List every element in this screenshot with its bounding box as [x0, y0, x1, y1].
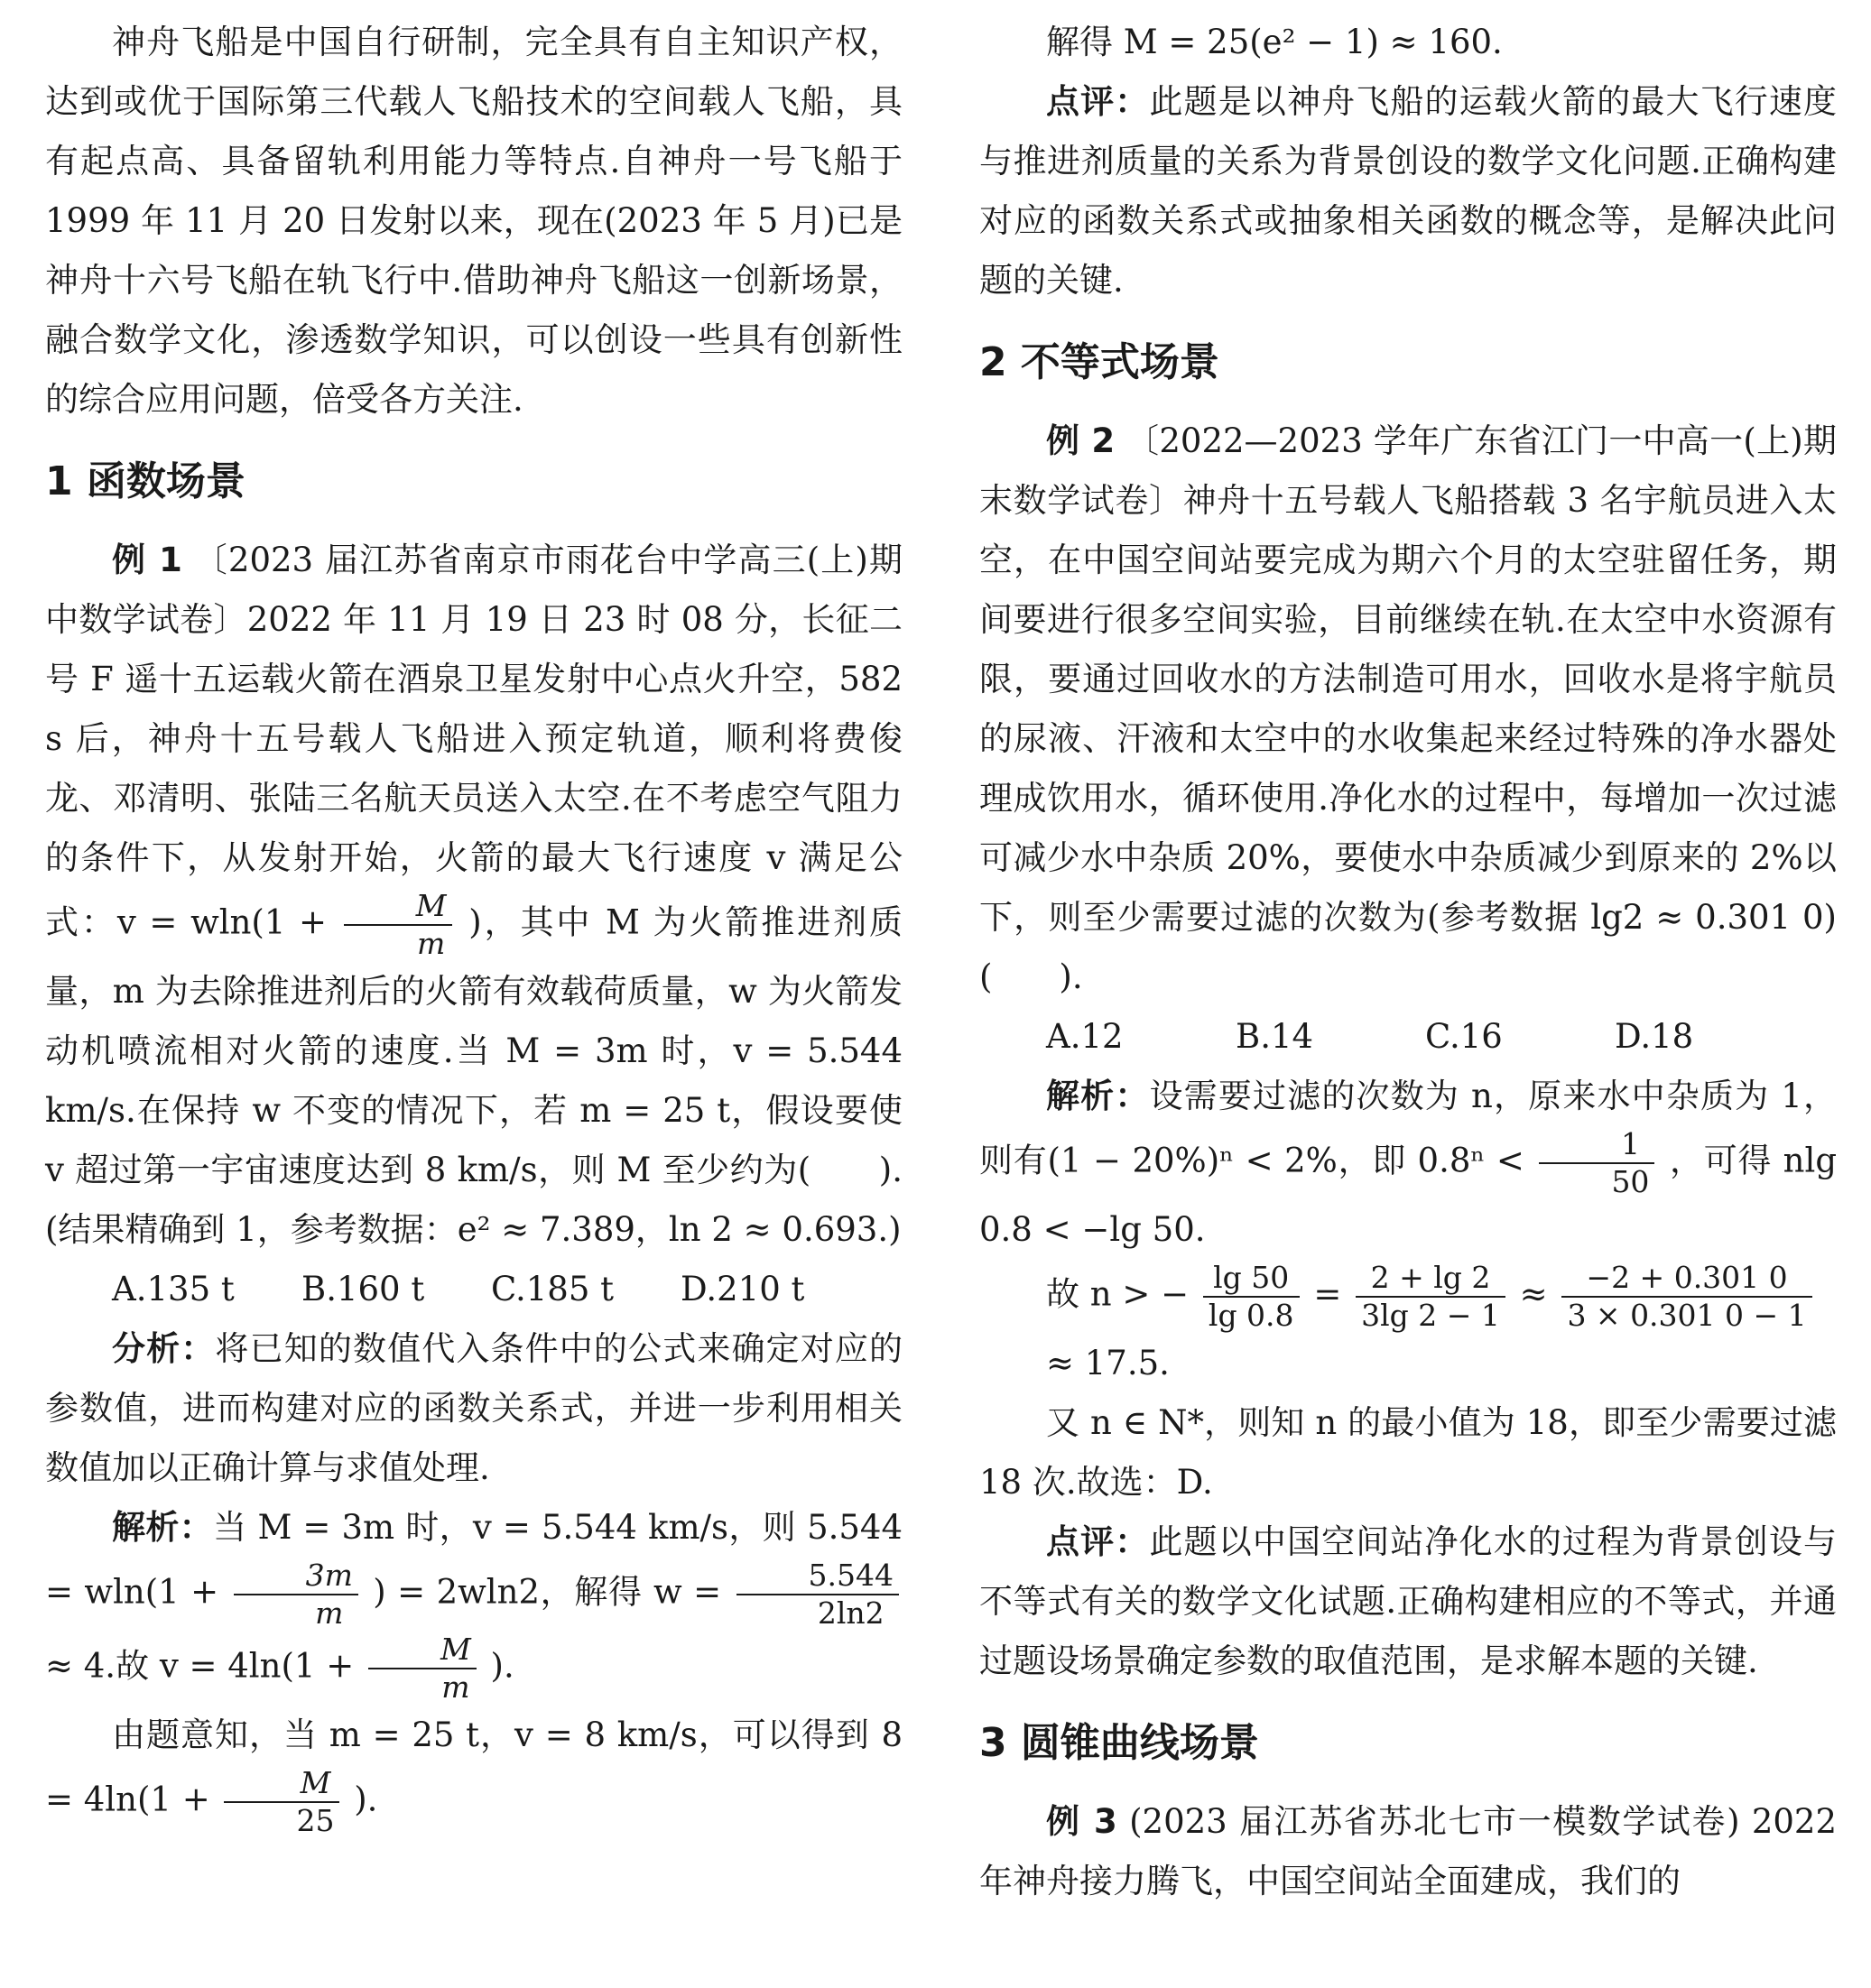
section-heading-conic: 3 圆锥曲线场景 [979, 1720, 1259, 1766]
example-1-label: 例 1 [112, 541, 182, 579]
fraction-numerator: M [368, 1632, 477, 1669]
fraction-denominator: m [441, 1669, 470, 1705]
fraction-numeric-form [1561, 1260, 1811, 1334]
fraction-3m-over-m [234, 1558, 358, 1632]
fraction-numerator: 5.544 [736, 1558, 899, 1595]
solution-2-eq-result: ≈ 17.5. [1046, 1344, 1170, 1382]
solution-1-text-b: ) = 2wln2，解得 w = [373, 1572, 722, 1612]
solution-1-label: 解析： [112, 1508, 214, 1547]
example-3-paragraph [979, 1792, 1837, 1911]
result-line: 解得 M = 25(e² − 1) ≈ 160. [1046, 23, 1503, 61]
fraction-1-over-50 [1539, 1126, 1654, 1200]
comment-2-paragraph [979, 1512, 1837, 1691]
left-column [45, 13, 903, 1839]
solution-2-label: 解析： [1046, 1077, 1150, 1115]
fraction-M-over-m [344, 888, 452, 962]
example-1-text-b: )，其中 M 为火箭推进剂质量，m 为去除推进剂后的火箭有效载荷质量，w 为火箭发动机喷流相对火箭的速度.当 M = 3m 时，v = 5.544 km/s.在保持 w 不变的情况下，若 m = 25 t，假设要使 v 超过第一宇宙速度达到 8 km/s，则 M 至少约为( ).(结果精确到 1，参考数据：e² ≈ 7.389，ln 2 ≈ 0.693.) [45, 902, 903, 1249]
choice-a: A.135 t [112, 1270, 235, 1308]
analysis-label: 分析： [112, 1329, 216, 1368]
section-heading-inequality: 2 不等式场景 [979, 339, 1219, 385]
choice-a: A.12 [1046, 1017, 1124, 1056]
solution-1-paragraph [45, 1498, 903, 1706]
comment-1-label: 点评： [1046, 82, 1150, 121]
comment-1-paragraph [979, 72, 1837, 310]
fraction-denominator: 2ln2 [817, 1595, 885, 1631]
example-2-paragraph [979, 411, 1837, 1007]
fraction-denominator: lg 0.8 [1208, 1298, 1294, 1333]
example-2-text: 〔2022—2023 学年广东省江门一中高一(上)期末数学试卷〕神舟十五号载人飞船搭载 3 名宇航员进入太空，在中国空间站要完成为期六个月的太空驻留任务，期间要进行很多空间实验，目前继续在轨.在太空中水资源有限，要通过回收水的方法制造可用水，回收水是将宇航员的尿液、汗液和太空中的水收集起来经过特殊的净水器处理成饮用水，循环使用.净化水的过程中，每增加一次过滤可减少水中杂质 20%，要使水中杂质减少到原来的 2%以下，则至少需要过滤的次数为(参考数据 lg2 ≈ 0.301 0)( ). [979, 421, 1837, 996]
example-2-choices [979, 1007, 1837, 1067]
comment-2-label: 点评： [1046, 1522, 1150, 1561]
solution-2-text-b: ，可得 nlg 0.8 < −lg 50. [979, 1141, 1838, 1249]
section-heading-function: 1 函数场景 [45, 458, 245, 504]
choice-d: D.210 t [681, 1270, 805, 1308]
solution-2-eq-prefix: 故 n > − [1046, 1274, 1190, 1314]
intro-paragraph: 神舟飞船是中国自行研制，完全具有自主知识产权，达到或优于国际第三代载人飞船技术的空间载人飞船，具有起点高、具备留轨利用能力等特点.自神舟一号飞船于 1999 年 11 月 20 日发射以来，现在(2023 年 5 月)已是神舟十六号飞船在轨飞行中.借助神舟飞船这一创新场景，融合数学文化，渗透数学知识，可以创设一些具有创新性的综合应用问题，倍受各方关注. [45, 23, 903, 419]
solution-1-text-c: ≈ 4.故 v = 4ln(1 + [45, 1646, 355, 1686]
fraction-lg-form [1356, 1260, 1505, 1334]
fraction-numerator: M [344, 888, 452, 926]
example-3-label: 例 3 [1046, 1802, 1117, 1841]
comment-1-text: 此题是以神舟飞船的运载火箭的最大飞行速度与推进剂质量的关系为背景创设的数学文化问题.正确构建对应的函数关系式或抽象相关函数的概念等，是解决此问题的关键. [979, 82, 1838, 300]
example-2-label: 例 2 [1046, 421, 1116, 460]
fraction-M-over-m-2 [368, 1632, 477, 1706]
fraction-5544-over-2ln2 [736, 1558, 899, 1632]
solution-1-text-e: 由题意知，当 m = 25 t，v = 8 km/s，可以得到 8 = 4ln(1 + [45, 1715, 903, 1819]
fraction-lg50-over-lg08 [1203, 1260, 1300, 1334]
choice-b: B.160 t [301, 1270, 425, 1308]
solution-1-text-f: ). [354, 1780, 378, 1819]
fraction-numerator: −2 + 0.301 0 [1561, 1260, 1811, 1298]
approx-sign: ≈ [1519, 1274, 1548, 1314]
fraction-numerator: 2 + lg 2 [1356, 1260, 1505, 1298]
solution-2-equation [979, 1260, 1837, 1393]
solution-1-text-d: ). [490, 1646, 514, 1686]
fraction-denominator: m [315, 1595, 344, 1631]
example-1-text-a: 〔2023 届江苏省南京市雨花台中学高三(上)期中数学试卷〕2022 年 11 月 19 日 23 时 08 分，长征二号 F 遥十五运载火箭在酒泉卫星发射中心点火升空，582 s 后，神舟十五号载人飞船进入预定轨道，顺利将费俊龙、邓清明、张陆三名航天员送入太空.在不考虑空气阻力的条件下，从发射开始，火箭的最大飞行速度 v 满足公式：v = wln(1 + [45, 541, 903, 942]
fraction-denominator: 25 [296, 1803, 335, 1838]
example-1-choices [45, 1260, 903, 1319]
fraction-denominator: 3lg 2 − 1 [1361, 1298, 1500, 1333]
right-column [979, 13, 1837, 1911]
analysis-paragraph [45, 1319, 903, 1498]
fraction-numerator: lg 50 [1203, 1260, 1300, 1298]
fraction-denominator: m [417, 926, 446, 961]
comment-2-text: 此题以中国空间站净化水的过程为背景创设与不等式有关的数学文化试题.正确构建相应的不等式，并通过题设场景确定参数的取值范围，是求解本题的关键. [979, 1522, 1838, 1680]
example-1-paragraph [45, 531, 903, 1260]
fraction-denominator: 50 [1611, 1164, 1650, 1199]
choice-c: C.16 [1425, 1017, 1503, 1056]
solution-1-continued [45, 1706, 903, 1839]
fraction-numerator: M [224, 1765, 339, 1803]
equals-sign: = [1313, 1274, 1342, 1314]
fraction-M-over-25 [224, 1765, 339, 1839]
fraction-denominator: 3 × 0.301 0 − 1 [1567, 1298, 1807, 1333]
solution-2-paragraph [979, 1067, 1837, 1260]
solution-2-text-a: 设需要过滤的次数为 n，原来水中杂质为 1，则有(1 − 20%)ⁿ < 2%，即 0.8ⁿ < [979, 1077, 1837, 1180]
fraction-numerator: 1 [1539, 1126, 1654, 1164]
choice-c: C.185 t [491, 1270, 615, 1308]
solution-1-text-a: 当 M = 3m 时，v = 5.544 km/s，则 5.544 = wln(1 + [45, 1508, 903, 1612]
example-3-text: (2023 届江苏省苏北七市一模数学试卷) 2022 年神舟接力腾飞，中国空间站全面建成，我们的 [979, 1802, 1837, 1900]
fraction-numerator: 3m [234, 1558, 358, 1595]
solution-2-conclusion: 又 n ∈ N*，则知 n 的最小值为 18，即至少需要过滤 18 次.故选：D. [979, 1403, 1837, 1502]
analysis-text: 将已知的数值代入条件中的公式来确定对应的参数值，进而构建对应的函数关系式，并进一步利用相关数值加以正确计算与求值处理. [45, 1329, 903, 1487]
choice-d: D.18 [1615, 1017, 1694, 1056]
choice-b: B.14 [1236, 1017, 1314, 1056]
